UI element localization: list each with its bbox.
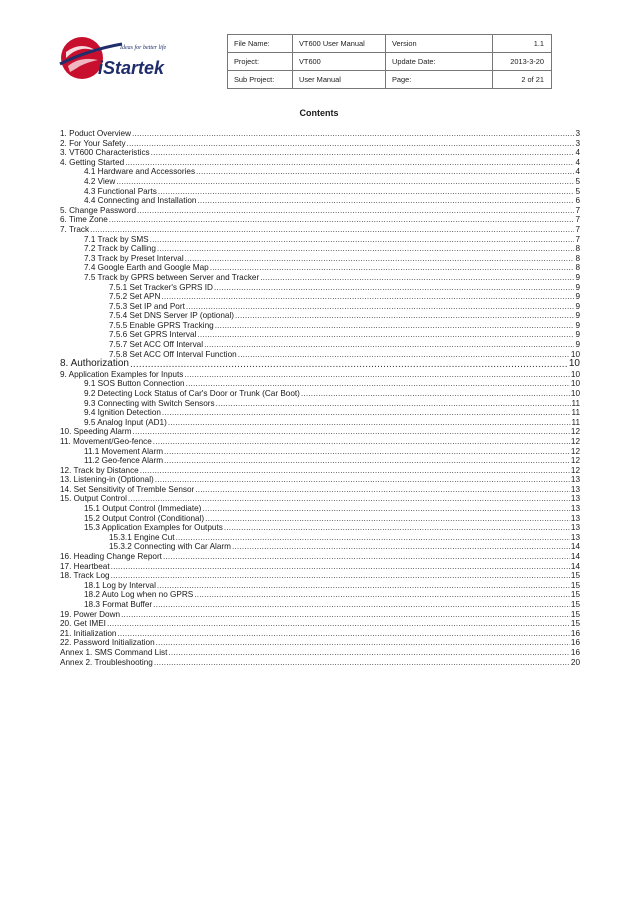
page-value: 2 of 21 — [493, 71, 552, 89]
toc-leader-dots — [132, 129, 574, 139]
toc-leader-dots — [235, 311, 574, 321]
toc-entry-label: 18.1 Log by Interval — [84, 580, 156, 590]
toc-entry-page: 9 — [575, 320, 580, 330]
document-header-table — [227, 34, 552, 89]
toc-entry-label: 6. Time Zone — [60, 215, 108, 225]
toc-entry-label: 4. Getting Started — [60, 157, 125, 167]
toc-entry[interactable] — [60, 408, 580, 418]
toc-entry[interactable] — [60, 244, 580, 254]
toc-leader-dots — [232, 542, 570, 552]
toc-entry-page: 9 — [575, 340, 580, 350]
toc-leader-dots — [107, 619, 570, 629]
toc-leader-dots — [158, 187, 575, 197]
toc-leader-dots — [137, 206, 574, 216]
toc-entry-label: 1. Poduct Overview — [60, 129, 131, 138]
toc-leader-dots — [202, 504, 569, 514]
toc-entry-page: 15 — [570, 571, 580, 581]
toc-entry[interactable] — [60, 129, 580, 139]
toc-entry[interactable] — [60, 292, 580, 302]
toc-entry-label: 9.1 SOS Button Connection — [84, 379, 185, 389]
toc-entry-page: 15 — [570, 609, 580, 619]
project-label: Project: — [228, 53, 293, 71]
toc-leader-dots — [156, 638, 570, 648]
toc-entry-page: 3 — [575, 129, 580, 138]
toc-entry-page: 13 — [570, 504, 580, 514]
toc-entry-page: 10 — [570, 369, 580, 379]
update-date-label: Update Date: — [386, 53, 493, 71]
toc-entry-label: 7.5 Track by GPRS between Server and Tracker — [84, 272, 260, 282]
toc-entry-page: 10 — [570, 349, 580, 359]
toc-entry-page: 13 — [570, 532, 580, 542]
toc-entry[interactable] — [60, 379, 580, 389]
toc-entry-label: 7. Track — [60, 224, 90, 234]
toc-entry-label: 15.3.2 Connecting with Car Alarm — [109, 542, 231, 552]
toc-entry-page: 6 — [575, 196, 580, 206]
toc-entry[interactable] — [60, 514, 580, 524]
toc-entry-label: 15. Output Control — [60, 494, 127, 504]
project-value: VT600 — [293, 53, 386, 71]
toc-entry[interactable] — [60, 494, 580, 504]
toc-leader-dots — [197, 330, 574, 340]
toc-entry[interactable] — [60, 263, 580, 273]
toc-entry[interactable] — [60, 139, 580, 149]
logo-graphic — [58, 30, 188, 88]
toc-entry-page: 13 — [570, 484, 580, 494]
toc-entry[interactable] — [60, 167, 580, 177]
toc-entry[interactable] — [60, 196, 580, 206]
table-of-contents — [60, 129, 580, 667]
toc-leader-dots — [204, 340, 574, 350]
toc-entry-label: 11.1 Movement Alarm — [84, 446, 164, 456]
toc-entry[interactable] — [60, 485, 580, 495]
toc-entry[interactable] — [60, 340, 580, 350]
toc-entry-page: 14 — [570, 552, 580, 562]
toc-entry-label: 7.5.7 Set ACC Off Interval — [109, 340, 204, 350]
toc-leader-dots — [215, 321, 575, 331]
toc-leader-dots — [168, 648, 569, 658]
sub-project-label: Sub Project: — [228, 71, 293, 89]
toc-entry-label: 18.2 Auto Log when no GPRS — [84, 590, 194, 600]
toc-entry[interactable] — [60, 447, 580, 457]
toc-leader-dots — [196, 167, 574, 177]
toc-leader-dots — [186, 379, 570, 389]
toc-entry[interactable] — [60, 330, 580, 340]
toc-entry[interactable] — [60, 475, 580, 485]
toc-entry-page: 9 — [575, 330, 580, 340]
toc-leader-dots — [224, 523, 570, 533]
toc-entry[interactable] — [60, 562, 580, 572]
toc-leader-dots — [162, 408, 571, 418]
toc-entry-label: 7.1 Track by SMS — [84, 234, 149, 244]
toc-leader-dots — [163, 552, 570, 562]
toc-entry-label: 15.3.1 Engine Cut — [109, 532, 175, 542]
toc-entry[interactable] — [60, 350, 580, 360]
toc-entry[interactable] — [60, 370, 580, 380]
toc-entry-page: 12 — [570, 456, 580, 466]
toc-entry[interactable] — [60, 619, 580, 629]
toc-entry-page: 14 — [570, 542, 580, 552]
toc-leader-dots — [127, 139, 575, 149]
toc-entry[interactable] — [60, 215, 580, 225]
toc-leader-dots — [157, 244, 575, 254]
toc-entry-page: 12 — [570, 446, 580, 456]
toc-entry-page: 15 — [570, 590, 580, 600]
toc-entry[interactable] — [60, 225, 580, 235]
toc-entry[interactable] — [60, 571, 580, 581]
toc-entry-label: 2. For Your Safety — [60, 138, 126, 148]
toc-entry-page: 15 — [570, 619, 580, 629]
toc-entry[interactable] — [60, 437, 580, 447]
toc-entry-label: 9.3 Connecting with Switch Sensors — [84, 398, 215, 408]
header-row-2 — [228, 53, 552, 71]
toc-entry-label: 13. Listening-in (Optional) — [60, 475, 154, 485]
toc-entry-label: 10. Speeding Alarm — [60, 427, 132, 437]
toc-entry[interactable] — [60, 552, 580, 562]
toc-entry-label: 7.2 Track by Calling — [84, 244, 156, 254]
toc-entry[interactable] — [60, 456, 580, 466]
toc-entry-label: 7.5.4 Set DNS Server IP (optional) — [109, 311, 234, 321]
toc-leader-dots — [150, 235, 575, 245]
toc-entry-page: 13 — [570, 494, 580, 504]
toc-leader-dots — [195, 485, 570, 495]
toc-entry[interactable] — [60, 504, 580, 514]
logo-globe-icon — [61, 37, 103, 79]
toc-leader-dots — [164, 456, 570, 466]
toc-leader-dots — [157, 581, 570, 591]
toc-leader-dots — [116, 177, 574, 187]
toc-entry-page: 15 — [570, 600, 580, 609]
toc-entry-label: 12. Track by Distance — [60, 465, 139, 475]
toc-entry-label: 17. Heartbeat — [60, 561, 110, 571]
toc-entry-label: 11. Movement/Geo-fence — [60, 436, 152, 446]
header-row-3 — [228, 71, 552, 89]
toc-leader-dots — [260, 273, 574, 283]
toc-entry-page: 15 — [570, 580, 580, 590]
toc-entry-label: 9.5 Analog Input (AD1) — [84, 417, 167, 427]
toc-entry-page: 8 — [575, 263, 580, 273]
toc-entry-label: 7.5.8 Set ACC Off Interval Function — [109, 349, 237, 359]
toc-entry-label: 4.1 Hardware and Accessories — [84, 167, 196, 177]
toc-leader-dots — [154, 658, 570, 668]
toc-entry-label: 22. Password Initialization — [60, 638, 155, 648]
toc-entry[interactable] — [60, 523, 580, 533]
toc-entry-page: 20 — [570, 657, 580, 667]
toc-entry[interactable] — [60, 638, 580, 648]
toc-entry-page: 7 — [575, 224, 580, 234]
toc-entry-label: 4.3 Functional Parts — [84, 186, 157, 196]
toc-entry-label: 20. Get IMEI — [60, 619, 106, 629]
toc-entry-label: 3. VT600 Characteristics — [60, 148, 150, 158]
toc-entry-page: 4 — [575, 167, 580, 177]
toc-entry-label: 11.2 Geo-fence Alarm — [84, 456, 164, 466]
toc-entry-page: 9 — [575, 282, 580, 292]
toc-entry-label: Annex 1. SMS Command List — [60, 647, 168, 657]
toc-entry-page: 16 — [570, 638, 580, 648]
toc-entry-label: 5. Change Password — [60, 205, 137, 215]
toc-leader-dots — [216, 399, 571, 409]
toc-entry-label: 9.2 Detecting Lock Status of Car's Door or Trunk (Car Boot) — [84, 388, 300, 398]
toc-leader-dots — [151, 148, 575, 158]
toc-leader-dots — [117, 629, 569, 639]
toc-entry-label: 18.3 Format Buffer — [84, 600, 153, 609]
toc-entry-page: 3 — [575, 138, 580, 148]
toc-entry[interactable] — [60, 254, 580, 264]
toc-leader-dots — [153, 437, 570, 447]
toc-entry-page: 7 — [575, 205, 580, 215]
toc-leader-dots — [205, 514, 570, 524]
toc-title: Contents — [299, 108, 339, 118]
toc-entry-label: 19. Power Down — [60, 609, 121, 619]
header-row-1 — [228, 35, 552, 53]
toc-leader-dots — [214, 283, 574, 293]
toc-leader-dots — [109, 215, 575, 225]
toc-entry-page: 13 — [570, 523, 580, 533]
toc-entry-label: 7.5.5 Enable GPRS Tracking — [109, 320, 214, 330]
toc-entry-label: 21. Initialization — [60, 628, 117, 638]
toc-leader-dots — [185, 254, 575, 264]
toc-entry[interactable] — [60, 648, 580, 658]
toc-entry-label: 15.1 Output Control (Immediate) — [84, 504, 202, 514]
toc-entry[interactable] — [60, 283, 580, 293]
toc-leader-dots — [176, 533, 570, 543]
toc-entry-page: 13 — [570, 475, 580, 485]
toc-entry-label: 8. Authorization — [60, 358, 129, 370]
toc-leader-dots — [111, 562, 570, 572]
toc-entry[interactable] — [60, 235, 580, 245]
toc-entry-page: 12 — [570, 427, 580, 437]
toc-entry-label: 7.5.2 Set APN — [109, 292, 161, 302]
toc-entry-page: 8 — [575, 253, 580, 263]
toc-entry[interactable] — [60, 533, 580, 543]
toc-leader-dots — [210, 263, 575, 273]
toc-entry-label: 9. Application Examples for Inputs — [60, 369, 184, 379]
toc-entry-page: 13 — [570, 513, 580, 523]
toc-leader-dots — [155, 475, 570, 485]
toc-entry-page: 9 — [575, 311, 580, 321]
toc-leader-dots — [164, 447, 570, 457]
toc-entry[interactable] — [60, 629, 580, 639]
toc-leader-dots — [121, 610, 570, 620]
toc-entry-label: 15.3 Application Examples for Outputs — [84, 523, 223, 533]
toc-entry-page: 11 — [571, 417, 580, 427]
toc-entry-label: 7.5.1 Set Tracker's GPRS ID — [109, 282, 213, 292]
toc-entry[interactable] — [60, 311, 580, 321]
toc-entry-page: 8 — [575, 244, 580, 254]
svg-text:Ideas for better life: Ideas for better life — [120, 45, 167, 51]
toc-leader-dots — [140, 466, 570, 476]
version-value: 1.1 — [493, 35, 552, 53]
toc-entry-page: 10 — [570, 379, 580, 389]
toc-leader-dots — [90, 225, 574, 235]
toc-entry-page: 11 — [571, 398, 580, 408]
toc-entry-label: 9.4 Ignition Detection — [84, 408, 161, 418]
toc-leader-dots — [186, 302, 575, 312]
toc-leader-dots — [238, 350, 570, 360]
toc-entry-label: 15.2 Output Control (Conditional) — [84, 513, 205, 523]
toc-entry[interactable] — [60, 177, 580, 187]
page-label: Page: — [386, 71, 493, 89]
toc-entry[interactable] — [60, 542, 580, 552]
toc-entry[interactable] — [60, 206, 580, 216]
toc-entry-page: 16 — [570, 628, 580, 638]
toc-entry-page: 14 — [570, 561, 580, 571]
toc-leader-dots — [111, 571, 570, 581]
toc-leader-dots — [194, 590, 570, 600]
toc-entry[interactable] — [60, 158, 580, 168]
toc-leader-dots — [184, 370, 570, 380]
toc-entry[interactable] — [60, 610, 580, 620]
toc-leader-dots — [153, 600, 570, 610]
toc-entry-label: 7.4 Google Earth and Google Map — [84, 263, 209, 273]
toc-leader-dots — [132, 427, 569, 437]
toc-entry-page: 9 — [575, 292, 580, 302]
toc-leader-dots — [197, 196, 574, 206]
toc-entry[interactable] — [60, 399, 580, 409]
toc-entry-page: 5 — [575, 186, 580, 196]
toc-entry[interactable] — [60, 658, 580, 668]
toc-entry-page: 4 — [575, 157, 580, 167]
sub-project-value: User Manual — [293, 71, 386, 89]
version-label: Version — [386, 35, 493, 53]
toc-entry[interactable] — [60, 418, 580, 428]
toc-leader-dots — [125, 158, 574, 168]
file-name-value: VT600 User Manual — [293, 35, 386, 53]
toc-leader-dots — [161, 292, 574, 302]
toc-entry[interactable] — [60, 302, 580, 312]
istartek-logo — [58, 30, 188, 88]
toc-entry-page: 11 — [571, 408, 580, 418]
toc-entry-label: 7.3 Track by Preset Interval — [84, 253, 184, 263]
toc-entry[interactable] — [60, 273, 580, 283]
toc-leader-dots — [168, 418, 571, 428]
toc-entry-page: 9 — [575, 272, 580, 282]
toc-entry-page: 9 — [575, 301, 580, 311]
update-date-value: 2013-3-20 — [493, 53, 552, 71]
toc-entry-page: 7 — [575, 215, 580, 225]
toc-entry[interactable] — [60, 466, 580, 476]
toc-entry[interactable] — [60, 148, 580, 158]
toc-entry[interactable] — [60, 359, 580, 370]
toc-entry-label: Annex 2. Troubleshooting — [60, 657, 153, 667]
toc-entry[interactable] — [60, 600, 580, 610]
toc-entry[interactable] — [60, 427, 580, 437]
toc-leader-dots — [128, 494, 570, 504]
toc-entry[interactable] — [60, 581, 580, 591]
toc-entry[interactable] — [60, 590, 580, 600]
toc-entry-page: 4 — [575, 148, 580, 158]
toc-entry-label: 7.5.3 Set IP and Port — [109, 301, 185, 311]
toc-entry-page: 10 — [568, 358, 580, 370]
toc-entry-label: 16. Heading Change Report — [60, 552, 162, 562]
svg-text:iStartek: iStartek — [98, 58, 165, 78]
toc-entry-label: 14. Set Sensitivity of Tremble Sensor — [60, 484, 195, 494]
toc-leader-dots — [301, 389, 570, 399]
toc-entry-label: 4.2 View — [84, 176, 116, 186]
file-name-label: File Name: — [228, 35, 293, 53]
toc-entry[interactable] — [60, 187, 580, 197]
toc-entry-page: 7 — [575, 234, 580, 244]
toc-entry[interactable] — [60, 321, 580, 331]
toc-entry-page: 16 — [570, 647, 580, 657]
toc-entry-label: 7.5.6 Set GPRS Interval — [109, 330, 197, 340]
toc-entry-page: 10 — [570, 388, 580, 398]
toc-leader-dots — [130, 360, 568, 370]
toc-entry-page: 12 — [570, 465, 580, 475]
toc-entry-label: 18. Track Log — [60, 571, 110, 581]
toc-entry-page: 12 — [570, 436, 580, 446]
toc-entry-page: 5 — [575, 176, 580, 186]
toc-entry[interactable] — [60, 389, 580, 399]
toc-entry-label: 4.4 Connecting and Installation — [84, 196, 197, 206]
